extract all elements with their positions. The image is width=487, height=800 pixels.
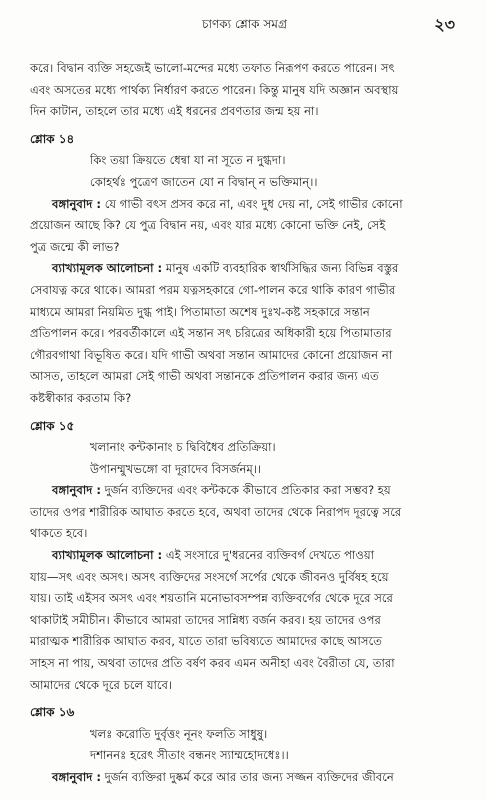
sloka-14-heading: শ্লোক ১৪ (30, 131, 75, 146)
sloka-16-verse-line: খলঃ করোতি দুর্বৃত্তং নূনং ফলতি সাধুষু। (90, 726, 268, 741)
translation-label: বঙ্গানুবাদ : (52, 770, 102, 784)
sloka-14-translation-line: প্রয়োজন আছে কি? যে পুত্র বিদ্বান নয়, এবং যার মধ্যে কোনো ভক্তি নেই, সেই (30, 218, 386, 233)
sloka-14-commentary-line: কষ্টস্বীকার করতাম কি? (30, 390, 132, 405)
sloka-15-commentary-line: থাকাটাই সমীচীন। কীভাবে আমরা তাদের সান্নিধ্য বর্জন করব। হয় তাদের ওপর (30, 612, 381, 627)
sloka-16-verse-line: দশাননঃ হরেৎ সীতাং বন্ধনং স্যাম্মহোদধেঃ।। (90, 748, 289, 763)
sloka-14-verse-line: কিং তয়া ক্রিয়তে ধেন্বা যা না সূতে ন দুগ্ধদা। (90, 153, 286, 168)
text-line: দিন কাটান, তাহলে তার মধ্যে এই ধরনের প্রবণতার জন্ম হয় না। (30, 104, 319, 119)
page-number: ২৩ (434, 15, 455, 34)
sloka-14-translation-line: বঙ্গানুবাদ : যে গাভী বৎস প্রসব করে না, এবং দুধ দেয় না, সেই গাভীর কোনো (52, 196, 403, 211)
sloka-14-verse-line: কোহর্থঃ পুত্রেণ জাতেন যো ন বিদ্বান্ ন ভক্তিমান্।। (90, 174, 318, 189)
sloka-16-translation-line: বঙ্গানুবাদ : দুর্জন ব্যক্তিরা দুষ্কর্ম করে আর তার জন্য সজ্জন ব্যক্তিদের জীবনে (52, 770, 394, 784)
sloka-14-commentary-line: প্রতিপালন করে। পরবর্তীকালে এই সন্তান সৎ চরিত্রের অধিকারী হয়ে পিতামাতার (30, 326, 392, 341)
text-line: করে। বিদ্বান ব্যক্তি সহজেই ভালো-মন্দের মধ্যে তফাত নিরূপণ করতে পারেন। সৎ (30, 61, 395, 75)
running-title: চাণক্য শ্লোক সমগ্র (202, 17, 287, 31)
sloka-15-verse-line: উপানম্মুখভঙ্গো বা দূরাদেব বিসর্জনম্।। (90, 461, 262, 476)
sloka-15-commentary-line: যায়—সৎ এবং অসৎ। অসৎ ব্যক্তিদের সংসর্গে সর্পের থেকে জীবনও দুর্বিষহ হয়ে (30, 569, 389, 584)
sloka-14-commentary-line: গৌরবগাথা বিভূষিত করে। যদি গাভী অথবা সন্তান আমাদের কোনো প্রয়োজন না (30, 347, 393, 362)
sloka-15-translation-line: থাকতে হবে। (30, 526, 88, 541)
commentary-label: ব্যাখ্যামূলক আলোচনা : (52, 261, 163, 276)
translation-label: বঙ্গানুবাদ : (52, 196, 102, 211)
sloka-14-commentary-line: সেবাযত্ন করে থাকে। আমরা পরম যত্নসহকারে গো-পালন করে থাকি কারণ গাভীর (30, 282, 396, 297)
sloka-15-commentary-line: ব্যাখ্যামূলক আলোচনা : এই সংসারে দু'ধরনের ব্যক্তিবর্গ দেখতে পাওয়া (52, 548, 375, 563)
sloka-15-commentary-line: যায়। তাই এইসব অসৎ এবং শয়তানি মনোভাবসম্পন্ন ব্যক্তিবর্গের থেকে দূরে সরে (30, 591, 393, 606)
sloka-14-translation-line: পুত্র জন্মে কী লাভ? (30, 239, 120, 254)
sloka-15-heading: শ্লোক ১৫ (30, 418, 75, 433)
sloka-14-commentary-line: আসত, তাহলে আমরা সেই গাভী অথবা সন্তানকে প্রতিপালন করার জন্য এত (30, 369, 379, 384)
translation-label: বঙ্গানুবাদ : (52, 483, 102, 498)
sloka-15-translation-line: তাদের ওপর শারীরিক আঘাত করতে হবে, অথবা তাদের থেকে নিরাপদ দূরত্বে সরে (30, 504, 402, 519)
sloka-15-commentary-line: আমাদের থেকে দূরে চলে যাবে। (30, 677, 173, 692)
sloka-15-verse-line: খলানাং কন্টকানাং চ দ্বিবিধৈব প্রতিক্রিয়া। (90, 440, 276, 455)
sloka-15-translation-line: বঙ্গানুবাদ : দুর্জন ব্যক্তিদের এবং কন্টককে কীভাবে প্রতিকার করা সম্ভব? হয় (52, 483, 391, 498)
text-line: এবং অসতের মধ্যে পার্থক্য নির্ধারণ করতে পারেন। কিন্তু মানুষ যদি অজ্ঞান অবস্থায় (30, 82, 399, 97)
page-content (30, 58, 463, 789)
intro-paragraph (30, 58, 463, 123)
sloka-15-commentary-line: মারাত্মক শারীরিক আঘাত করব, যাতে তারা ভবিষ্যতে আমাদের কাছে আসতে (30, 634, 382, 649)
sloka-15-commentary-line: সাহস না পায়, অথবা তাদের প্রতি বর্ষণ করব এমন অনীহা এবং বৈরীতা যে, তারা (30, 656, 395, 671)
sloka-14-commentary-line: ব্যাখ্যামূলক আলোচনা : মানুষ একটি ব্যবহারিক স্বার্থসিদ্ধির জন্য বিভিন্ন বস্তুর (52, 261, 399, 276)
page-header (30, 12, 459, 34)
sloka-14-commentary-line: মাধ্যমে আমরা নিয়মিত দুগ্ধ পাই। পিতামাতা অশেষ দুঃখ-কষ্ট সহকারে সন্তান (30, 304, 370, 319)
commentary-label: ব্যাখ্যামূলক আলোচনা : (52, 548, 163, 563)
sloka-16-heading: শ্লোক ১৬ (30, 705, 75, 720)
